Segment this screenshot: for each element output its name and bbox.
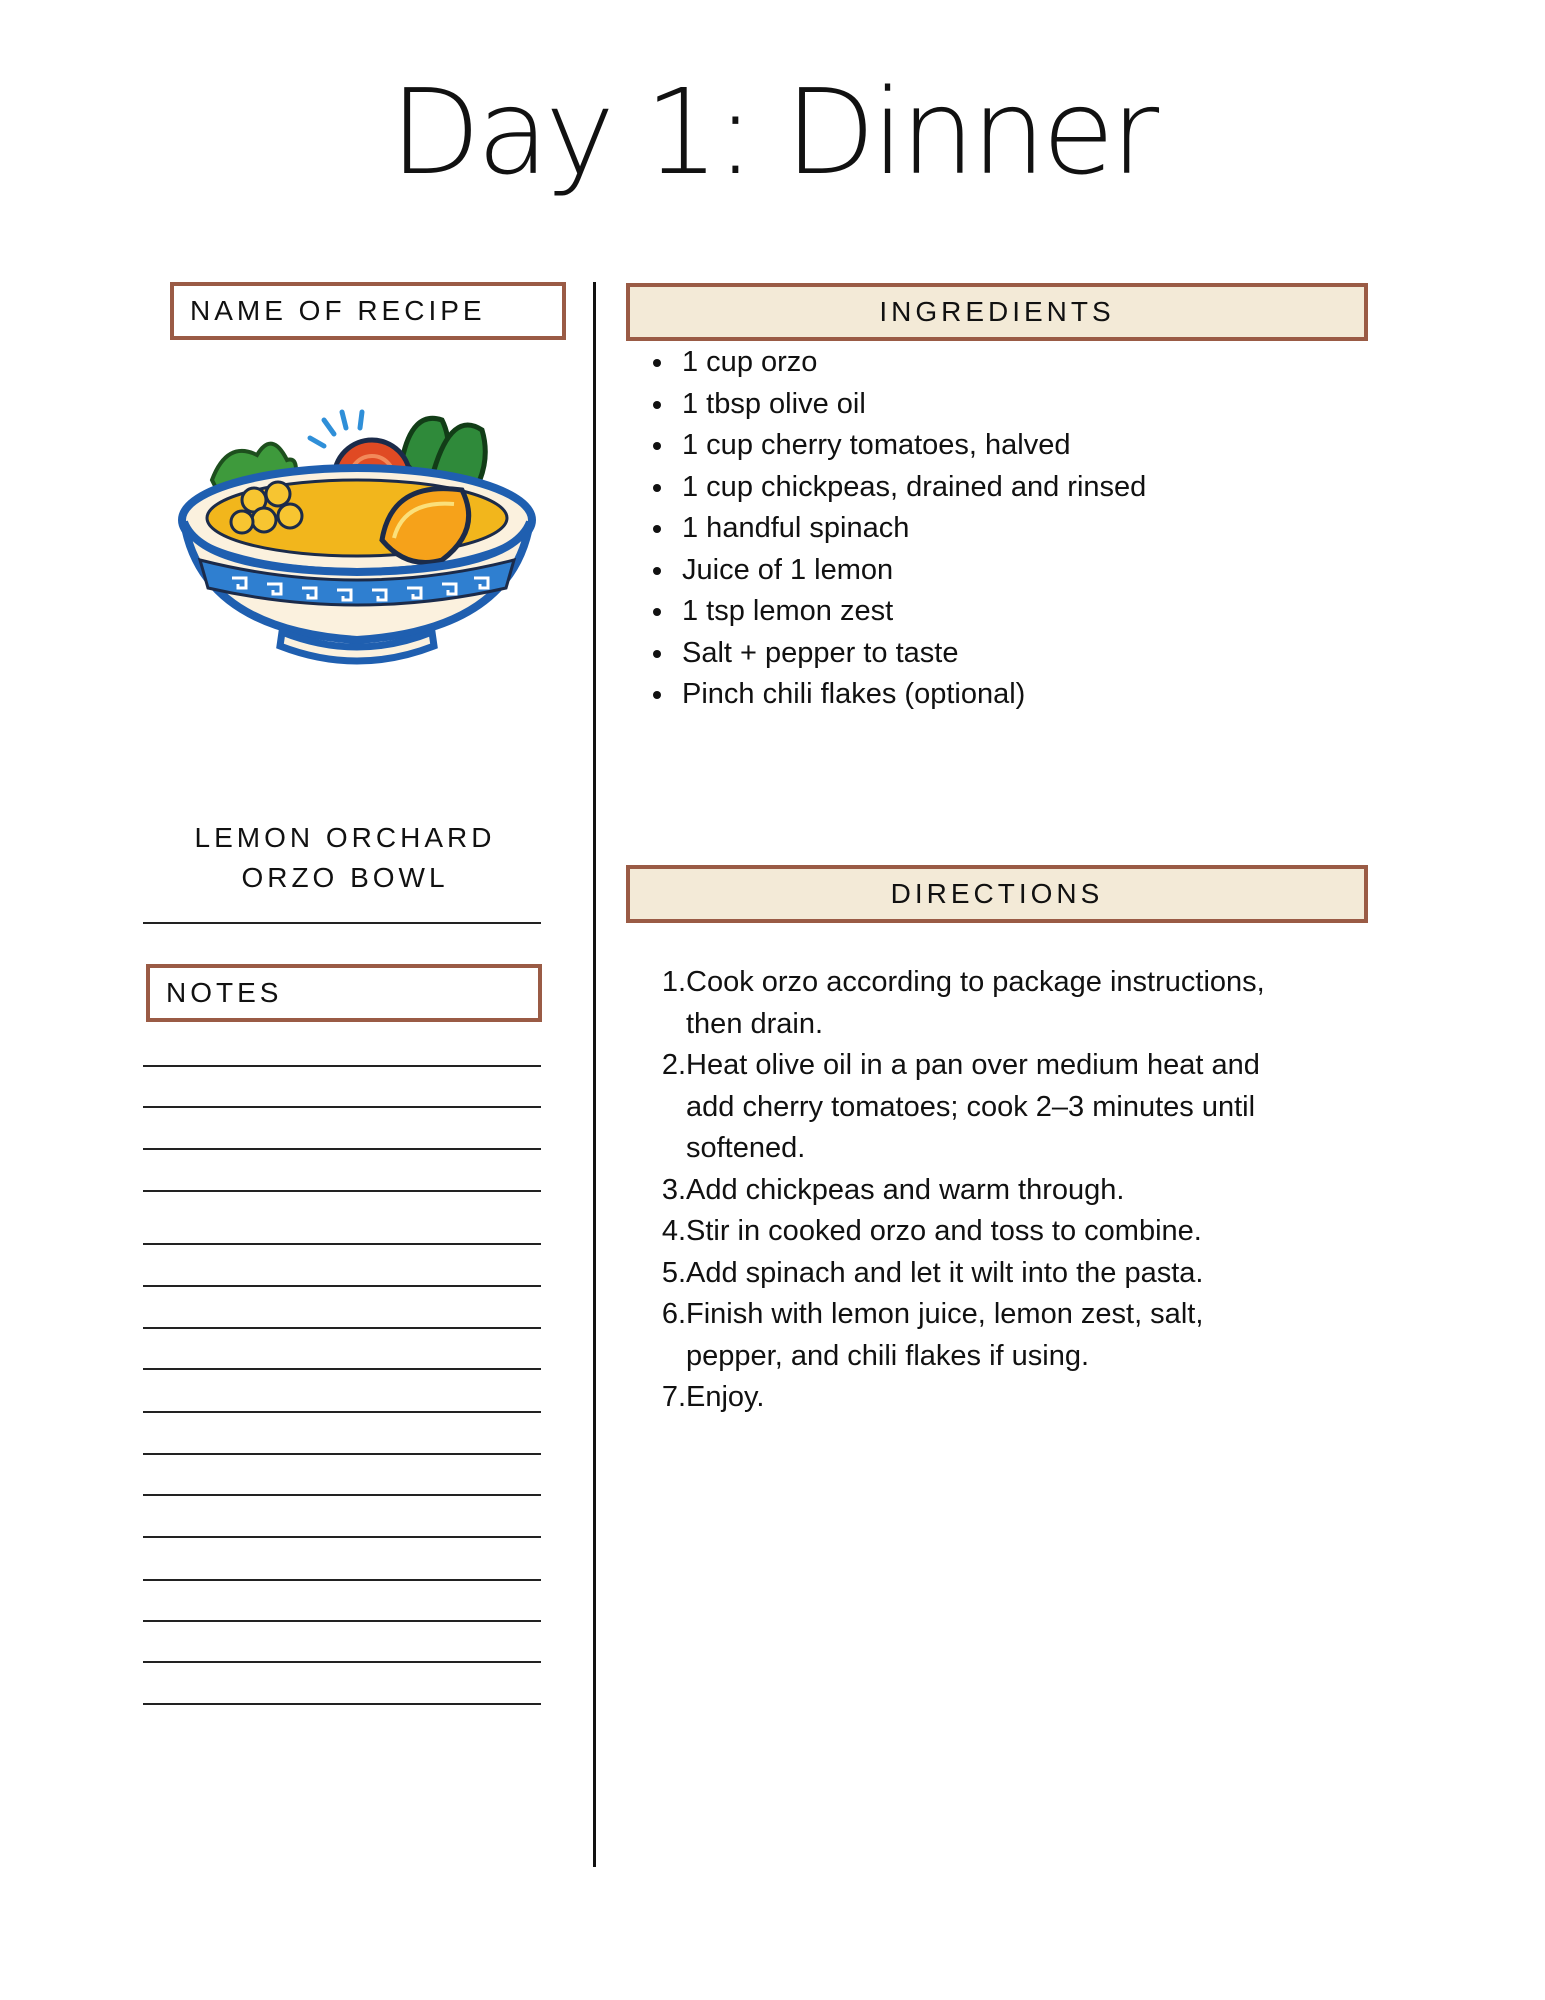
direction-step-number: 2.	[661, 1049, 686, 1081]
directions-list	[654, 962, 1374, 1419]
notes-line[interactable]	[143, 1536, 541, 1538]
notes-line[interactable]	[143, 1494, 541, 1496]
ingredients-list	[640, 342, 1396, 716]
ingredient-item: • 1 cup chickpeas, drained and rinsed	[676, 467, 1396, 509]
direction-step	[654, 1377, 1374, 1419]
direction-step-number: 5.	[661, 1256, 686, 1289]
notes-line[interactable]	[143, 1368, 541, 1370]
direction-step-text: Heat olive oil in a pan over medium heat and add cherry tomatoes; cook 2–3 minutes until softened.	[686, 1049, 1260, 1164]
page-title: Day 1: Dinner	[389, 63, 1156, 201]
ingredient-item: • 1 handful spinach	[676, 508, 1396, 550]
notes-line[interactable]	[143, 1148, 541, 1150]
notes-label: NOTES	[166, 977, 283, 1008]
ingredient-item: • Pinch chili flakes (optional)	[676, 674, 1396, 716]
notes-line[interactable]	[143, 1453, 541, 1455]
ingredient-item: • 1 cup cherry tomatoes, halved	[676, 425, 1396, 467]
notes-line[interactable]	[143, 1327, 541, 1329]
notes-line[interactable]	[143, 1703, 541, 1705]
direction-step-number: 3.	[661, 1173, 686, 1206]
directions-header	[626, 865, 1368, 923]
direction-step-text: Finish with lemon juice, lemon zest, salt, pepper, and chili flakes if using.	[686, 1298, 1204, 1372]
direction-step-number: 6.	[661, 1298, 686, 1330]
recipe-name-label: NAME OF RECIPE	[190, 295, 486, 326]
recipe-name-label-box	[170, 282, 566, 340]
ingredient-item: • 1 tsp lemon zest	[676, 591, 1396, 633]
notes-line[interactable]	[143, 1411, 541, 1413]
direction-step	[654, 1045, 1374, 1170]
recipe-name	[140, 818, 550, 898]
notes-label-box	[146, 964, 542, 1022]
direction-step-text: Add chickpeas and warm through.	[686, 1173, 1125, 1206]
direction-step	[654, 1211, 1374, 1253]
recipe-name-line-1: LEMON ORCHARD	[194, 822, 496, 853]
direction-step	[654, 1253, 1374, 1295]
orzo-bowl-icon	[172, 400, 542, 690]
direction-step-number: 4.	[661, 1215, 686, 1247]
notes-line[interactable]	[143, 1579, 541, 1581]
ingredient-item: • Juice of 1 lemon	[676, 550, 1396, 592]
direction-step-text: Enjoy.	[686, 1381, 765, 1413]
directions-label: DIRECTIONS	[890, 878, 1104, 909]
notes-line[interactable]	[143, 1661, 541, 1663]
recipe-name-line-2: ORZO BOWL	[241, 862, 449, 893]
notes-line[interactable]	[143, 1243, 541, 1245]
direction-step	[654, 962, 1374, 1045]
ingredients-header	[626, 283, 1368, 341]
direction-step	[654, 1294, 1374, 1377]
direction-step-number: 1.	[661, 966, 686, 998]
notes-line[interactable]	[143, 1065, 541, 1067]
ingredient-item: • 1 tbsp olive oil	[676, 384, 1396, 426]
notes-line[interactable]	[143, 1190, 541, 1192]
direction-step-text: Cook orzo according to package instructions, then drain.	[686, 966, 1265, 1040]
ingredient-item: • 1 cup orzo	[676, 342, 1396, 384]
notes-line[interactable]	[143, 1106, 541, 1108]
notes-line[interactable]	[143, 1285, 541, 1287]
column-divider	[593, 282, 596, 1867]
direction-step-text: Stir in cooked orzo and toss to combine.	[686, 1215, 1202, 1247]
direction-step-text: Add spinach and let it wilt into the pasta.	[686, 1256, 1204, 1289]
direction-step	[654, 1170, 1374, 1212]
recipe-name-underline	[143, 922, 541, 924]
ingredients-label: INGREDIENTS	[879, 296, 1115, 327]
notes-line[interactable]	[143, 1620, 541, 1622]
ingredient-item: • Salt + pepper to taste	[676, 633, 1396, 675]
direction-step-number: 7.	[661, 1381, 686, 1413]
